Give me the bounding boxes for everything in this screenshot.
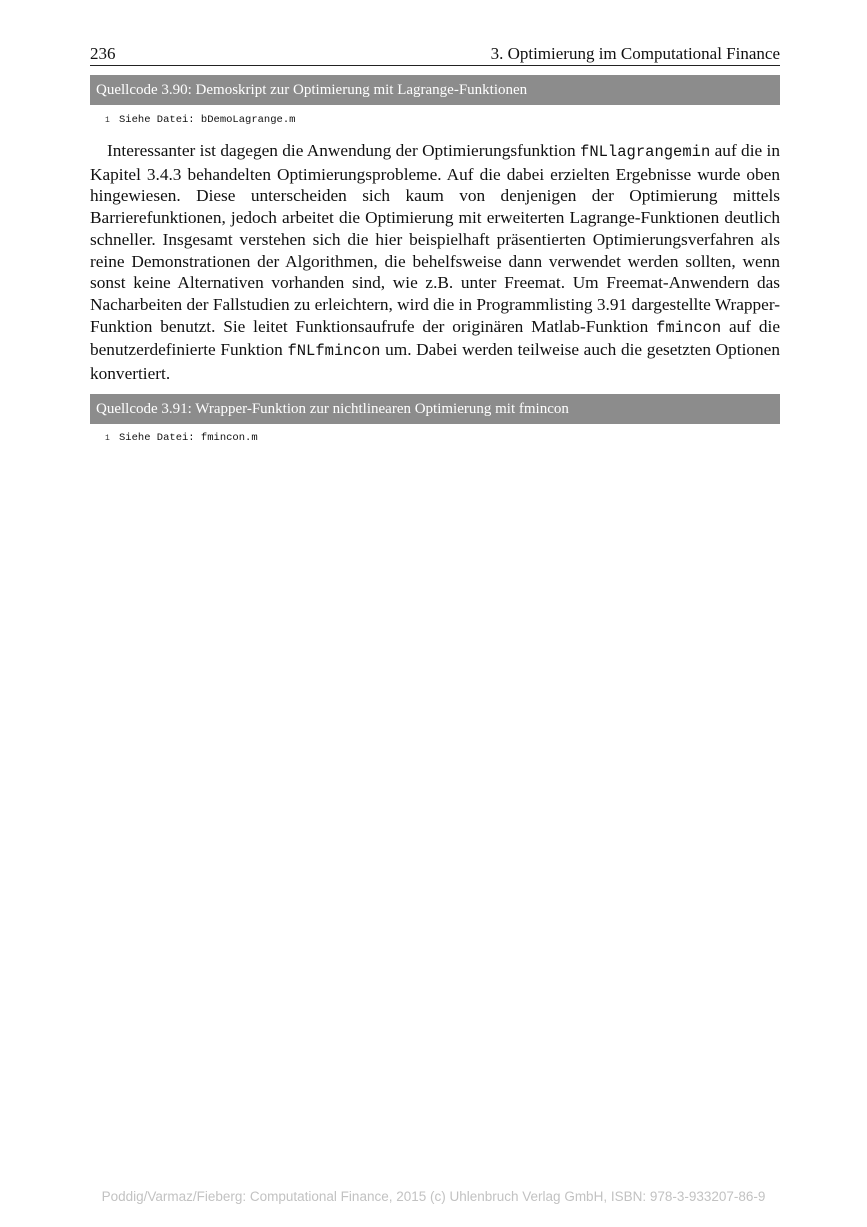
inline-code-fnllagrangemin: fNLlagrangemin: [580, 143, 711, 161]
paragraph-text-2: auf die in Kapitel 3.4.3 behandelten Optimierungsprobleme. Auf die dabei erzielten Ergebnisse wurde oben hingewiesen. Diese unterscheiden sich kaum von denjenigen der Optimierung mittels Barrierefunktionen, jedoch arbeitet die Optimierung mit erweiterten Lagrange-Funktionen deutlich schneller. Insgesamt verstehen sich die hier beispielhaft präsentierten Optimierungsverfahren als reine Demonstrationen der Algorithmen, die behelfsweise dann verwendet werden sollten, wenn sonst keine Alternativen vorhanden sind, wie z.B. unter Freemat. Um Freemat-Anwendern das Nacharbeiten der Fallstudien zu erleichtern, wird die in Programmlisting 3.91 dargestellte Wrapper-Funktion benutzt. Sie leitet Funktionsaufrufe der originären Matlab-Funktion: [90, 141, 780, 336]
inline-code-fnlfmincon: fNLfmincon: [287, 342, 381, 361]
running-header-title: 3. Optimierung im Computational Finance: [490, 44, 780, 63]
inline-code-fmincon: fmincon: [656, 318, 722, 337]
listing-caption-3-90: Quellcode 3.90: Demoskript zur Optimierung mit Lagrange-Funktionen: [90, 75, 780, 105]
listing-caption-3-91: Quellcode 3.91: Wrapper-Funktion zur nichtlinearen Optimierung mit fmincon: [90, 394, 780, 424]
code-text: Siehe Datei: fmincon.m: [119, 432, 258, 444]
code-line-number: 1: [105, 116, 110, 125]
body-paragraph: [90, 140, 780, 385]
paragraph-text-1: Interessanter ist dagegen die Anwendung der Optimierungsfunktion: [107, 141, 581, 160]
code-text: Siehe Datei: bDemoLagrange.m: [119, 114, 296, 126]
header-divider: [90, 65, 780, 66]
code-line-listing-3-90: [105, 113, 295, 128]
code-line-number: 1: [105, 434, 110, 443]
page-number: 236: [90, 44, 116, 63]
paragraph-text-3: auf die benutzerdefinierte Funktion: [90, 316, 780, 360]
paragraph-text-4: um. Dabei werden teilweise auch die gesetzten Optionen konvertiert.: [90, 340, 780, 384]
code-line-listing-3-91: [105, 431, 258, 446]
copyright-footer: Poddig/Varmaz/Fieberg: Computational Finance, 2015 (c) Uhlenbruch Verlag GmbH, ISBN: 978-3-933207-86-9: [101, 1189, 766, 1204]
